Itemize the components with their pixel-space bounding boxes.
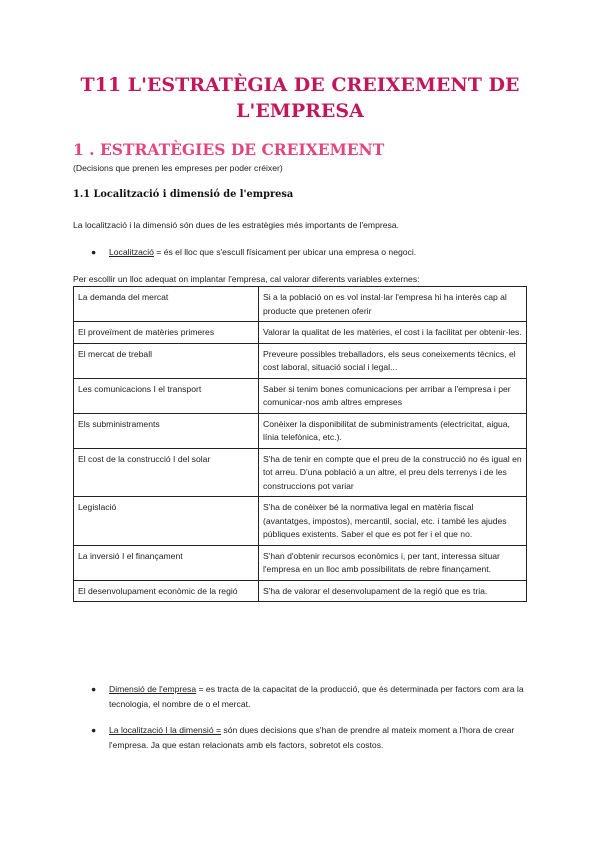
description-cell: Valorar la qualitat de les matèries, el cost i la facilitat per obtenir-les. bbox=[259, 322, 527, 344]
title-line-2: L'EMPRESA bbox=[236, 100, 364, 122]
variable-cell: La inversió I el finançament bbox=[74, 545, 259, 580]
description-cell: S'ha de conèixer bé la normativa legal en matèria fiscal (avantatges, impostos), mercantil, social, etc. i també les ajudes públiques existents. Saber el que es pot fer i el que no. bbox=[259, 497, 527, 546]
variable-cell: El desenvolupament econòmic de la regió bbox=[74, 580, 259, 602]
description-cell: Conèixer la disponibilitat de subministraments (electricitat, aigua, línia telefònica, etc.). bbox=[259, 413, 527, 448]
bullet-dimensio bbox=[91, 682, 529, 711]
document-title bbox=[60, 72, 540, 124]
table-intro: Per escollir un lloc adequat on implantar l'empresa, cal valorar diferents variables externes: bbox=[73, 274, 420, 284]
bullet-term: Dimensió de l'empresa bbox=[109, 684, 197, 694]
variable-cell: El cost de la construcció I del solar bbox=[74, 448, 259, 497]
bullet-text: = es tracta de la capacitat de la producció, que és determinada per factors com ara la tecnologia, el nombre de o el mercat. bbox=[109, 684, 524, 709]
section-heading: 1 . ESTRATÈGIES DE CREIXEMENT bbox=[73, 140, 385, 159]
section-subtitle: (Decisions que prenen les empreses per poder créixer) bbox=[73, 163, 283, 173]
bullet-dot: ● bbox=[91, 725, 97, 735]
table-row bbox=[74, 413, 527, 448]
variables-table bbox=[73, 286, 527, 602]
title-line-1: T11 L'ESTRATÈGIA DE CREIXEMENT DE bbox=[80, 74, 520, 96]
bullet-term: La localització I la dimensió = bbox=[109, 725, 222, 735]
table-row bbox=[74, 287, 527, 322]
table-row bbox=[74, 497, 527, 546]
bullet-decisions bbox=[91, 723, 529, 752]
variable-cell: El mercat de treball bbox=[74, 343, 259, 378]
bullet-text: = és el lloc que s'escull físicament per ubicar una empresa o negoci. bbox=[153, 247, 417, 257]
variable-cell: Legislació bbox=[74, 497, 259, 546]
bullet-dot: ● bbox=[91, 247, 97, 257]
description-cell: Saber si tenim bones comunicacions per arribar a l'empresa i per comunicar-nos amb altres empreses bbox=[259, 378, 527, 413]
variable-cell: Els subministraments bbox=[74, 413, 259, 448]
table-row bbox=[74, 378, 527, 413]
variable-cell: Les comunicacions I el transport bbox=[74, 378, 259, 413]
bullet-term: Localització bbox=[109, 247, 154, 257]
table-row bbox=[74, 322, 527, 344]
table-row bbox=[74, 545, 527, 580]
variable-cell: La demanda del mercat bbox=[74, 287, 259, 322]
variables-table-body bbox=[74, 287, 527, 602]
description-cell: Preveure possibles treballadors, els seus coneixements tècnics, el cost laboral, situació social i legal... bbox=[259, 343, 527, 378]
bullet-text: són dues decisions que s'han de prendre al mateix moment a l'hora de crear l'empresa. Ja que estan relacionats amb els factors, sobretot els costos. bbox=[109, 725, 515, 750]
table-row bbox=[74, 580, 527, 602]
description-cell: S'han d'obtenir recursos econòmics i, per tant, interessa situar l'empresa en un lloc amb possibilitats de rebre finançament. bbox=[259, 545, 527, 580]
intro-paragraph: La localització i la dimensió són dues de les estratègies més importants de l'empresa. bbox=[73, 220, 399, 230]
description-cell: S'ha de tenir en compte que el preu de la construcció no és igual en tot arreu. D'una població a un altre, el preu dels terrenys i de les construccions pot variar bbox=[259, 448, 527, 497]
description-cell: Si a la població on es vol instal·lar l'empresa hi ha interès cap al producte que pretenen oferir bbox=[259, 287, 527, 322]
table-row bbox=[74, 448, 527, 497]
subsection-heading: 1.1 Localització i dimensió de l'empresa bbox=[73, 189, 294, 200]
variable-cell: El proveïment de matèries primeres bbox=[74, 322, 259, 344]
bullet-localitzacio bbox=[91, 245, 529, 260]
description-cell: S'ha de valorar el desenvolupament de la regió que es tria. bbox=[259, 580, 527, 602]
bullet-dot: ● bbox=[91, 684, 97, 694]
table-row bbox=[74, 343, 527, 378]
